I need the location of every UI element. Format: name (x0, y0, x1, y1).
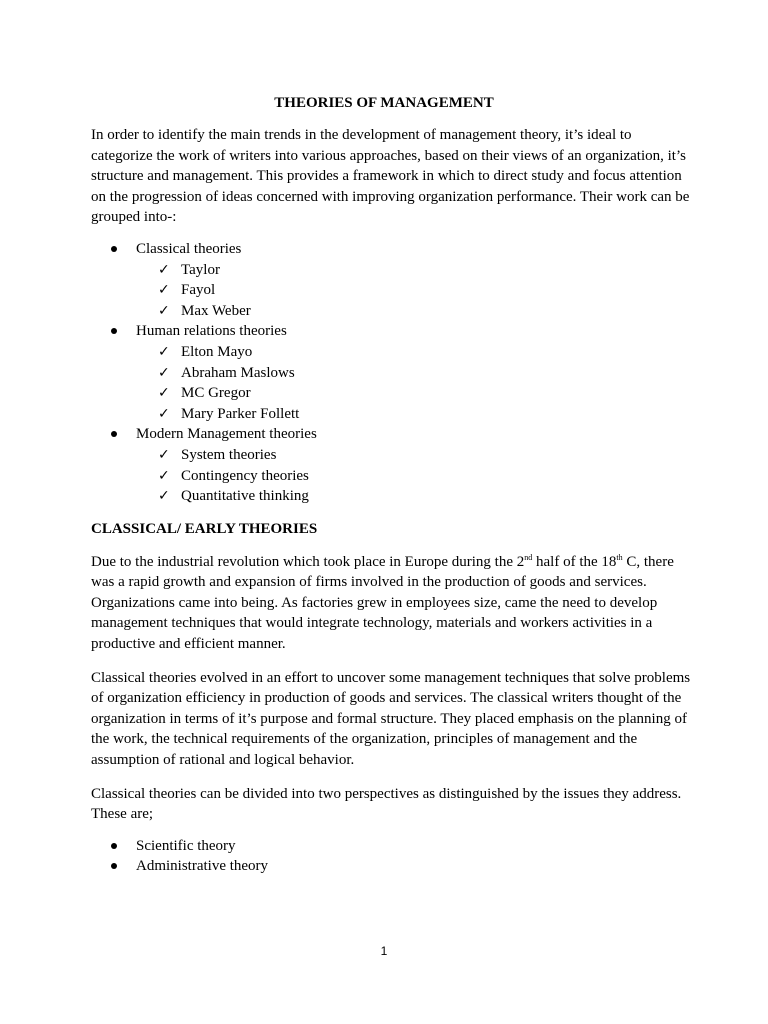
section-heading: CLASSICAL/ EARLY THEORIES (91, 520, 318, 537)
page-title: THEORIES OF MANAGEMENT (274, 95, 494, 111)
classical-theories-paragraph: Classical theories evolved in an effort to uncover some management techniques that solve problems of organization efficiency in production of goods and services. The classical writers thought of the organization in terms of it’s purpose and formal structure. They placed emphasis on the planning of the work, the technical requirements of the organization, principles of management and the assumption of rational and logical behavior. (91, 669, 691, 769)
list-item: ✓ Abraham Maslows (91, 363, 691, 384)
checkmark-icon: ✓ (158, 343, 170, 360)
list-item: Scientific theory (91, 836, 691, 857)
checkmark-icon: ✓ (158, 488, 170, 505)
bullet-icon (111, 843, 117, 849)
list-item: ✓ Taylor (91, 260, 691, 281)
bullet-icon (111, 863, 117, 869)
checkmark-icon: ✓ (158, 261, 170, 278)
checkmark-icon: ✓ (158, 364, 170, 381)
list-item: ✓ Mary Parker Follett (91, 404, 691, 425)
perspectives-paragraph: Classical theories can be divided into two perspectives as distinguished by the issues they address. These are; (91, 785, 682, 823)
industrial-revolution-paragraph: Due to the industrial revolution which took place in Europe during the 2nd half of the 18th C, there was a rapid growth and expansion of firms involved in the production of goods and services. Organizations came into being. As factories grew in employees size, came the need to develop management techniques that would integrate technology, materials and workers activities in a productive and efficient manner. (91, 552, 674, 653)
theorist-list (91, 260, 691, 322)
list-item: ✓ Max Weber (91, 301, 691, 322)
group-label: Modern Management theories (136, 426, 317, 443)
checkmark-icon: ✓ (158, 385, 170, 402)
checkmark-icon: ✓ (158, 282, 170, 299)
list-item: ✓ Elton Mayo (91, 342, 691, 363)
theory-group (91, 239, 691, 321)
checkmark-icon: ✓ (158, 467, 170, 484)
checkmark-icon: ✓ (158, 302, 170, 319)
bullet-icon (111, 328, 117, 334)
bullet-icon (111, 246, 117, 252)
group-label: Classical theories (136, 240, 242, 257)
list-item: ✓ Fayol (91, 280, 691, 301)
page-content (91, 93, 691, 877)
bullet-icon (111, 431, 117, 437)
theory-groups-list (91, 239, 691, 507)
theory-group (91, 321, 691, 424)
perspectives-list (91, 836, 691, 877)
list-item: ✓ Contingency theories (91, 466, 691, 487)
group-label: Human relations theories (136, 323, 287, 340)
theory-group (91, 424, 691, 506)
checkmark-icon: ✓ (158, 405, 170, 422)
checkmark-icon: ✓ (158, 446, 170, 463)
theorist-list (91, 342, 691, 424)
list-item: ✓ MC Gregor (91, 383, 691, 404)
theorist-list (91, 445, 691, 507)
page-number: 1 (380, 944, 388, 958)
intro-paragraph: In order to identify the main trends in the development of management theory, it’s ideal to categorize the work of writers into various approaches, based on their views of an organization, it’s structure and management. This provides a framework in which to direct study and focus attention on the progression of ideas concerned with improving organization performance. Their work can be grouped into-: (91, 127, 690, 226)
list-item: Administrative theory (91, 856, 691, 877)
list-item: ✓ System theories (91, 445, 691, 466)
list-item: ✓ Quantitative thinking (91, 486, 691, 507)
